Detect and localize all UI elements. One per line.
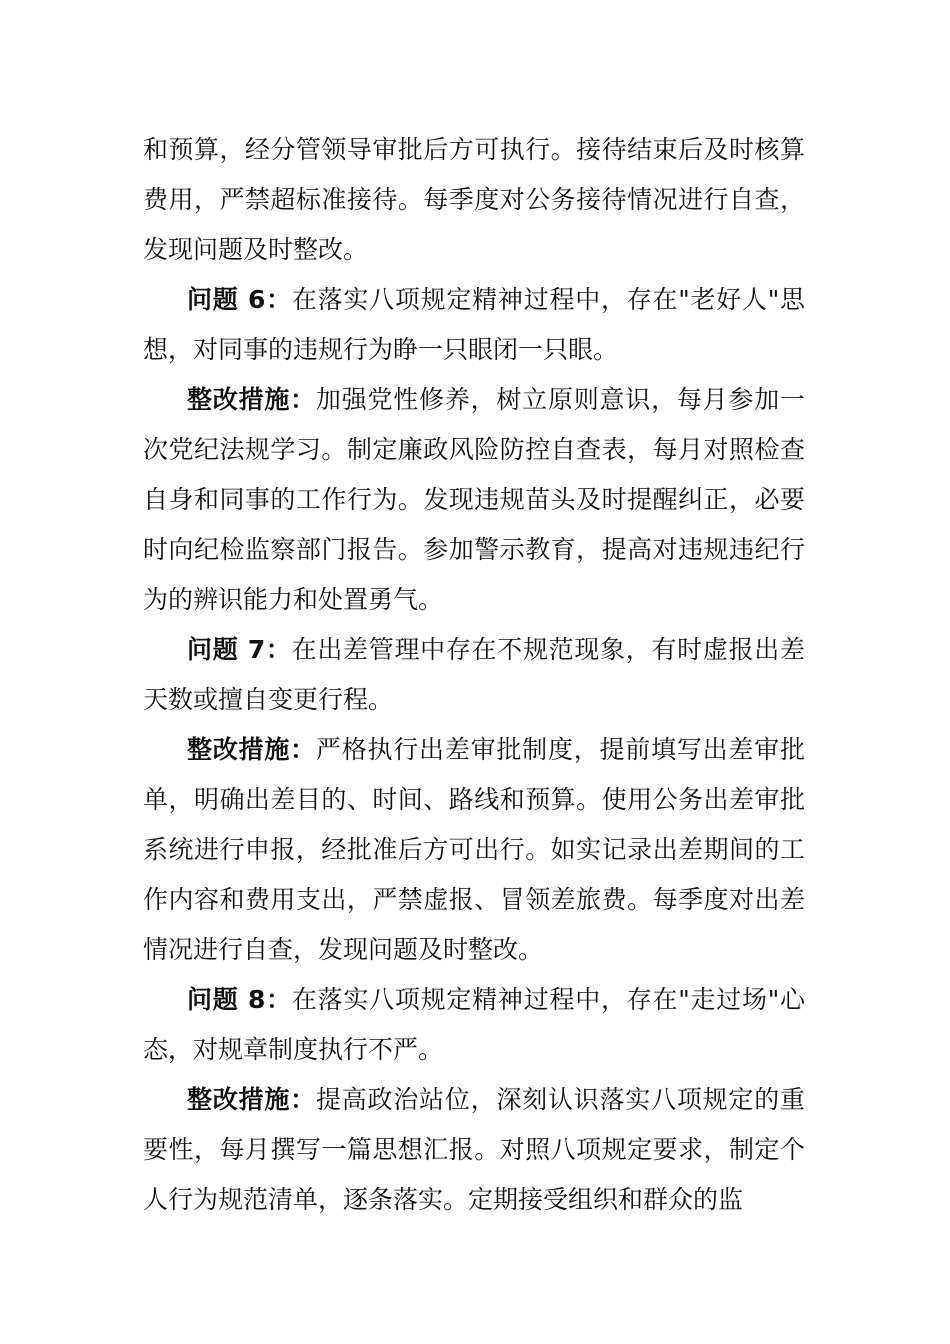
problem-7-text: 在出差管理中存在不规范现象，有时虚报出差天数或擅自变更行程。 [143,635,805,714]
problem-8-label: 问题 8： [187,985,292,1014]
measure-8-label: 整改措施： [187,1085,316,1114]
document-page [143,125,805,1225]
measure-8-text: 提高政治站位，深刻认识落实八项规定的重要性，每月撰写一篇思想汇报。对照八项规定要求，制定个人行为规范清单，逐条落实。定期接受组织和群众的监 [143,1085,805,1214]
problem-7-paragraph [143,625,805,725]
measure-6-text: 加强党性修养，树立原则意识，每月参加一次党纪法规学习。制定廉政风险防控自查表，每月对照检查自身和同事的工作行为。发现违规苗头及时提醒纠正，必要时向纪检监察部门报告。参加警示教育，提高对违规违纪行为的辨识能力和处置勇气。 [143,385,805,614]
problem-8-text: 在落实八项规定精神过程中，存在"走过场"心态，对规章制度执行不严。 [143,985,806,1064]
measure-6-paragraph [143,375,805,625]
problem-7-label: 问题 7： [187,635,292,664]
continuation-paragraph [143,125,805,275]
measure-8-paragraph [143,1075,805,1225]
measure-7-label: 整改措施： [187,735,316,764]
continuation-text: 和预算，经分管领导审批后方可执行。接待结束后及时核算费用，严禁超标准接待。每季度对公务接待情况进行自查，发现问题及时整改。 [143,135,805,264]
measure-6-label: 整改措施： [187,385,316,414]
measure-7-text: 严格执行出差审批制度，提前填写出差审批单，明确出差目的、时间、路线和预算。使用公务出差审批系统进行申报，经批准后方可出行。如实记录出差期间的工作内容和费用支出，严禁虚报、冒领差旅费。每季度对出差情况进行自查，发现问题及时整改。 [143,735,805,964]
problem-8-paragraph [143,975,805,1075]
measure-7-paragraph [143,725,805,975]
problem-6-text: 在落实八项规定精神过程中，存在"老好人"思想，对同事的违规行为睁一只眼闭一只眼。 [143,285,806,364]
problem-6-paragraph [143,275,805,375]
problem-6-label: 问题 6： [187,285,292,314]
